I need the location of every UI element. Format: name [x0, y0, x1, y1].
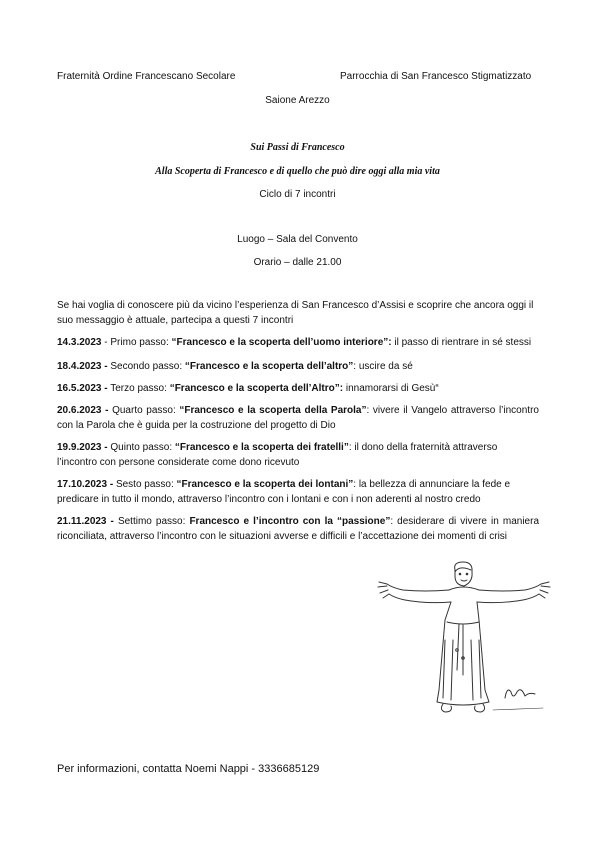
step-label: Secondo passo:	[107, 361, 185, 372]
step-desc: : la bellezza di annunciare la fede e predicare in tutto il mondo, attraverso l’incontro con i lontani e con i non aderenti al nostro credo	[57, 479, 511, 505]
intro-paragraph: Se hai voglia di conoscere più da vicino l’esperienza di San Francesco d’Assisi e scoprire che ancora oggi il suo messaggio è attuale, partecipa a questi 7 incontri	[57, 300, 534, 326]
step-title: “Francesco e la scoperta della Parola”	[179, 405, 367, 416]
step-label: Quinto passo:	[107, 442, 175, 453]
step-4	[57, 403, 539, 433]
step-desc: : uscire da sé	[353, 361, 413, 372]
step-title: Francesco e l’incontro con la “passione”	[189, 516, 391, 527]
saint-francis-illustration	[375, 560, 555, 730]
step-date: 16.5.2023 -	[57, 383, 108, 394]
step-6	[57, 477, 539, 507]
header-city: Saione Arezzo	[265, 95, 330, 106]
step-title: “Francesco e la scoperta dell’uomo interiore”:	[171, 337, 392, 348]
step-title: “Francesco e la scoperta dell’altro”	[184, 361, 354, 372]
step-label: Sesto passo:	[113, 479, 177, 490]
step-date: 20.6.2023 -	[57, 405, 109, 416]
cycle-info: Ciclo di 7 incontri	[259, 189, 336, 200]
step-desc: innamorarsi di Gesù“	[343, 383, 439, 394]
step-desc: : desiderare di vivere in maniera riconciliata, attraverso l’incontro con le situazioni avverse e difficili e l’accettazione dei momenti di crisi	[57, 516, 540, 542]
step-date: 14.3.2023	[57, 337, 102, 348]
step-title: “Francesco e la scoperta dei fratelli”	[174, 442, 349, 453]
step-5	[57, 440, 539, 470]
time-info: Orario – dalle 21.00	[253, 257, 342, 268]
step-date: 19.9.2023 -	[57, 442, 108, 453]
header-left: Fraternità Ordine Francescano Secolare	[57, 71, 236, 82]
event-title: Sui Passi di Francesco	[250, 142, 345, 153]
step-label: Terzo passo:	[107, 383, 170, 394]
step-1	[57, 335, 539, 350]
contact-info: Per informazioni, contatta Noemi Nappi - 3336685129	[57, 763, 320, 775]
step-title: “Francesco e la scoperta dei lontani”	[176, 479, 354, 490]
step-desc: : vivere il Vangelo attraverso l’incontro con la Parola che è guida per la costruzione del progetto di Dio	[57, 405, 539, 431]
step-title: “Francesco e la scoperta dell’Altro”:	[169, 383, 344, 394]
step-desc: il passo di rientrare in sé stessi	[391, 337, 532, 348]
place-info: Luogo – Sala del Convento	[237, 234, 358, 245]
step-desc: : il dono della fraternità attraverso l’incontro con persone considerate come dono ricevuto	[57, 442, 498, 468]
header-right: Parrocchia di San Francesco Stigmatizzato	[340, 71, 532, 82]
step-date: 17.10.2023 -	[57, 479, 114, 490]
step-7	[57, 514, 539, 544]
step-label: Quarto passo:	[108, 405, 180, 416]
step-label: - Primo passo:	[101, 337, 172, 348]
step-2	[57, 359, 539, 374]
step-date: 18.4.2023 -	[57, 361, 108, 372]
step-3	[57, 381, 539, 396]
step-date: 21.11.2023 -	[57, 516, 114, 527]
step-label: Settimo passo:	[113, 516, 190, 527]
event-subtitle: Alla Scoperta di Francesco e di quello che può dire oggi alla mia vita	[155, 166, 440, 177]
